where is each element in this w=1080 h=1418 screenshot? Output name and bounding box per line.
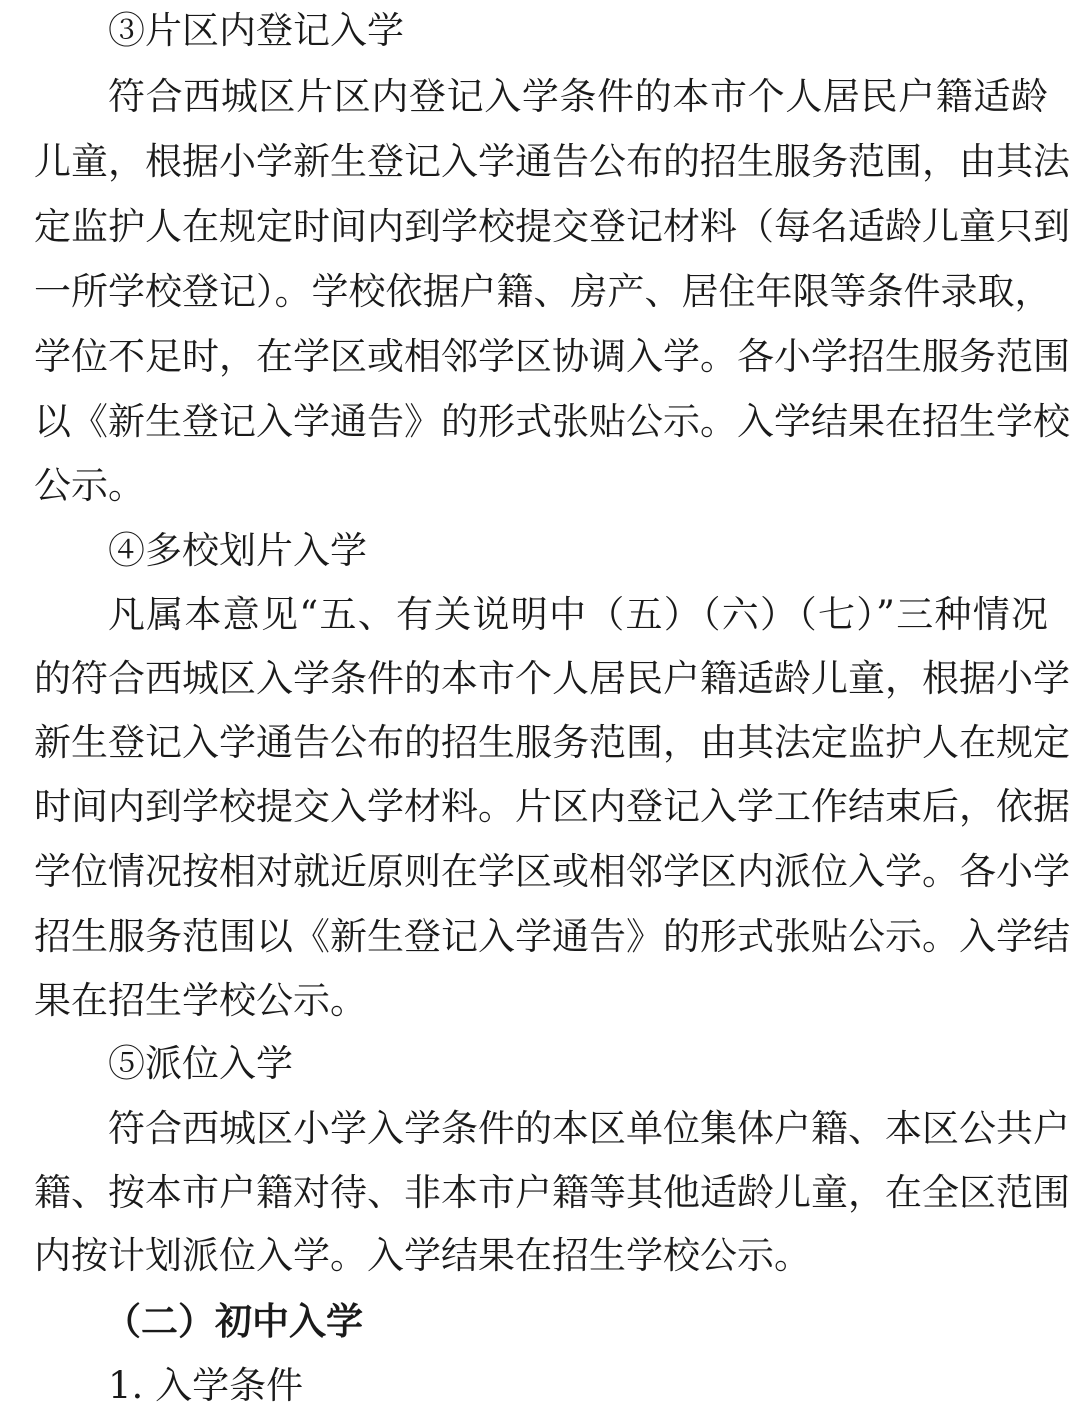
paragraph-line: 公示。 <box>34 464 145 507</box>
paragraph-line: 内按计划派位入学。入学结果在招生学校公示。 <box>34 1234 811 1277</box>
paragraph-line: 儿童，根据小学新生登记入学通告公布的招生服务范围，由其法 <box>34 140 1070 183</box>
item-heading: 1. 入学条件 <box>108 1364 304 1407</box>
subheading: （二）初中入学 <box>104 1299 363 1343</box>
paragraph-line: 招生服务范围以《新生登记入学通告》的形式张贴公示。入学结 <box>34 915 1070 958</box>
paragraph-line: 符合西城区小学入学条件的本区单位集体户籍、本区公共户 <box>108 1107 1070 1150</box>
paragraph-line: 的符合西城区入学条件的本市个人居民户籍适龄儿童，根据小学 <box>34 657 1070 700</box>
paragraph-line: 一所学校登记）。学校依据户籍、房产、居住年限等条件录取， <box>34 270 1052 313</box>
paragraph-line: 籍、按本市户籍对待、非本市户籍等其他适龄儿童，在全区范围 <box>34 1171 1070 1214</box>
paragraph-line: 学位情况按相对就近原则在学区或相邻学区内派位入学。各小学 <box>34 850 1070 893</box>
paragraph-line: 以《新生登记入学通告》的形式张贴公示。入学结果在招生学校 <box>34 400 1070 443</box>
paragraph-line: 学位不足时，在学区或相邻学区协调入学。各小学招生服务范围 <box>34 335 1070 378</box>
paragraph-line: 时间内到学校提交入学材料。片区内登记入学工作结束后，依据 <box>34 785 1070 828</box>
paragraph-line: 凡属本意见“五、有关说明中（五）（六）（七）”三种情况 <box>108 593 1048 636</box>
paragraph-line: 定监护人在规定时间内到学校提交登记材料（每名适龄儿童只到 <box>34 205 1070 248</box>
paragraph-line: 新生登记入学通告公布的招生服务范围，由其法定监护人在规定 <box>34 721 1070 764</box>
section-heading: ④多校划片入学 <box>108 529 367 572</box>
section-heading: ⑤派位入学 <box>108 1042 293 1085</box>
paragraph-line: 符合西城区片区内登记入学条件的本市个人居民户籍适龄 <box>108 75 1048 118</box>
paragraph-line: 果在招生学校公示。 <box>34 979 367 1022</box>
section-heading: ③片区内登记入学 <box>108 9 404 52</box>
